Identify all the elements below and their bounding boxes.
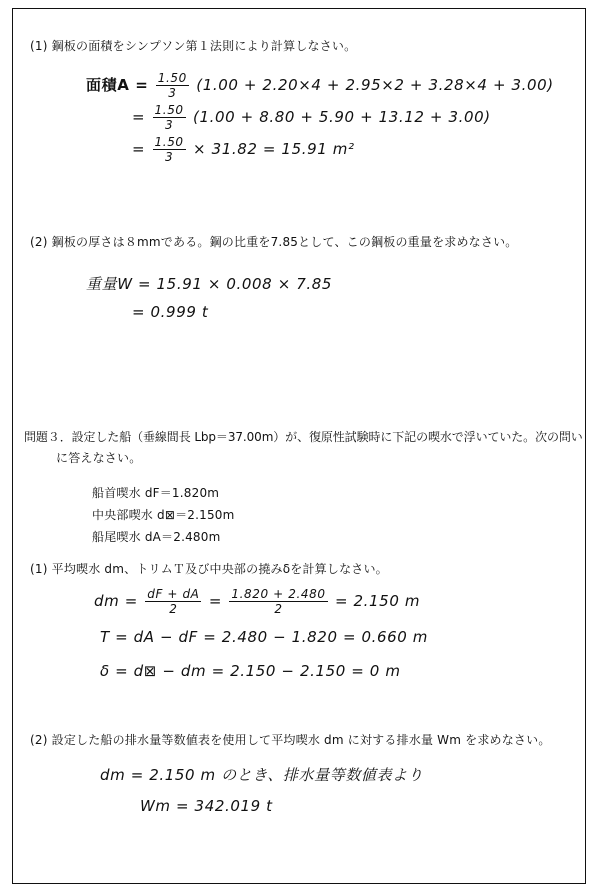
question-3-1: (1) 平均喫水 dm、トリムＴ及び中央部の撓みδを計算しなさい。 [30, 562, 388, 576]
problem-3-intro-2: に答えなさい。 [56, 451, 142, 465]
draft-fore: 船首喫水 dF＝1.820m [92, 486, 220, 500]
question-1-1: (1) 鋼板の面積をシンプソン第１法則により計算しなさい。 [30, 39, 357, 53]
question-1-2: (2) 鋼板の厚さは８mmである。鋼の比重を7.85として、この鋼板の重量を求めなさい。 [30, 235, 518, 249]
fraction-3: $\frac{1.50}{3}$ [154, 135, 184, 164]
fraction-1: $\frac{1.50}{3}$ [157, 71, 187, 100]
draft-aft: 船尾喫水 dA＝2.480m [92, 530, 221, 544]
dm-fraction-1: $\frac{dF + dA}{2}$ [147, 587, 200, 616]
trim-equation: T = dA − dF = 2.480 − 1.820 = 0.660 m [100, 628, 429, 646]
area-label: 面積A = [86, 76, 149, 94]
fraction-2: $\frac{1.50}{3}$ [154, 103, 184, 132]
area-result: × 31.82 = 15.91 m² [193, 140, 355, 158]
area-eq-terms-2: (1.00 + 8.80 + 5.90 + 13.12 + 3.00) [193, 108, 491, 126]
dm-equation: dm = $\frac{dF + dA}{2}$ = $\frac{1.820 + 2.480}{2}$ = 2.150 m [94, 587, 421, 616]
area-eq-terms-1: (1.00 + 2.20×4 + 2.95×2 + 3.28×4 + 3.00) [196, 76, 554, 94]
area-eq-line-2: = $\frac{1.50}{3}$ (1.00 + 8.80 + 5.90 + 13.12 + 3.00) [132, 103, 491, 132]
question-3-2: (2) 設定した船の排水量等数値表を使用して平均喫水 dm に対する排水量 Wm を求めなさい。 [30, 733, 551, 747]
draft-mid: 中央部喫水 d⊠＝2.150m [92, 508, 235, 522]
weight-line-2: = 0.999 t [132, 303, 209, 321]
displacement-line-1: dm = 2.150 m のとき、排水量等数値表より [100, 766, 424, 784]
weight-line-1: 重量W = 15.91 × 0.008 × 7.85 [86, 275, 333, 293]
deflection-equation: δ = d⊠ − dm = 2.150 − 2.150 = 0 m [100, 662, 401, 680]
problem-3-intro-1: 問題３．設定した船（垂線間長 Lbp＝37.00m）が、復原性試験時に下記の喫水で浮いていた。次の問い [24, 430, 583, 444]
area-eq-line-3: = $\frac{1.50}{3}$ × 31.82 = 15.91 m² [132, 135, 355, 164]
dm-fraction-2: $\frac{1.820 + 2.480}{2}$ [231, 587, 326, 616]
area-eq-line-1 [86, 72, 554, 99]
displacement-line-2: Wm = 342.019 t [140, 797, 273, 815]
